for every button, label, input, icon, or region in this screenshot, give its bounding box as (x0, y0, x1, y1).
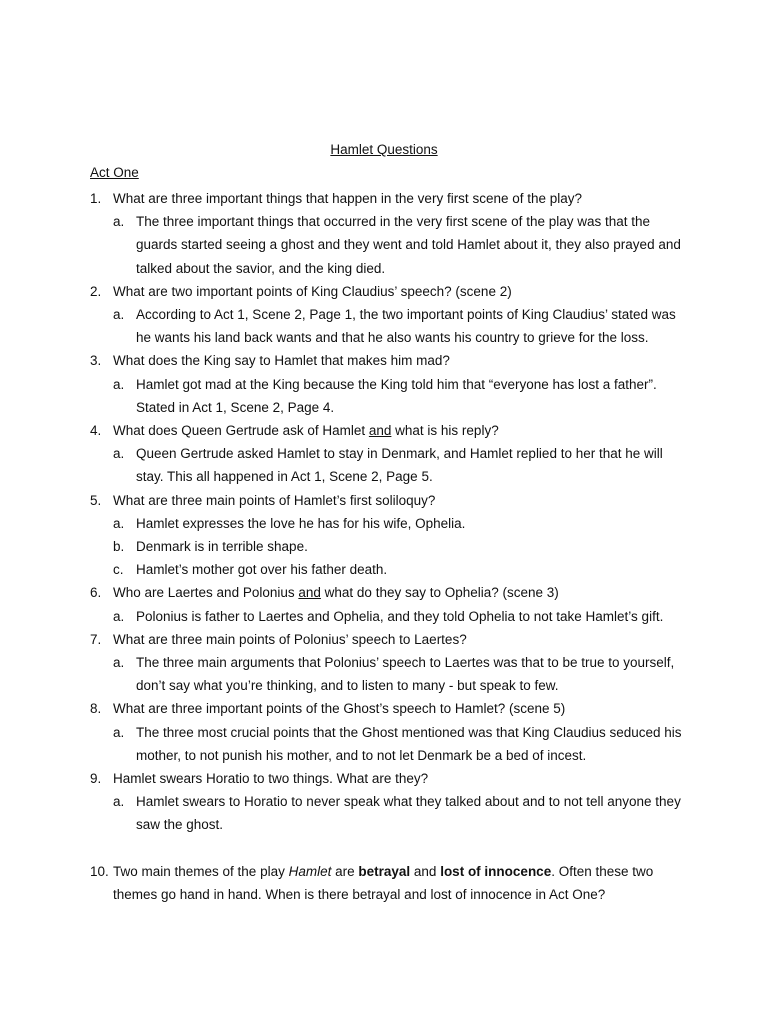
question-text: What are three main points of Polonius’ speech to Laertes? (113, 631, 467, 647)
question-item (90, 489, 690, 512)
question-number: 7. (90, 631, 102, 647)
answer-letter: a. (113, 608, 125, 624)
question-item (90, 280, 690, 303)
question-text: What are three important points of the Ghost’s speech to Hamlet? (scene 5) (113, 701, 566, 717)
theme-betrayal: betrayal (358, 863, 411, 879)
answer-item (90, 605, 690, 628)
question-text-part: Who are Laertes and Polonius (113, 585, 299, 601)
question-number: 6. (90, 585, 102, 601)
answer-item (90, 373, 690, 419)
answer-item (90, 721, 690, 767)
answer-item (90, 210, 690, 280)
play-title: Hamlet (288, 863, 332, 879)
answer-text: Denmark is in terrible shape. (136, 539, 308, 555)
answer-item (90, 790, 690, 836)
answer-letter: a. (113, 655, 125, 671)
answer-letter: a. (113, 794, 125, 810)
question-text-part: what is his reply? (391, 423, 499, 439)
answer-letter: c. (113, 562, 124, 578)
answer-text: Queen Gertrude asked Hamlet to stay in Denmark, and Hamlet replied to her that he will stay. This all happened in Act 1, Scene 2, Page 5. (136, 446, 663, 485)
question-text-part: . Often these two themes go hand in hand. When is there betrayal and lost of innocence in Act One? (113, 863, 654, 903)
answer-item (90, 303, 690, 349)
question-number: 3. (90, 353, 102, 369)
question-text: What are two important points of King Claudius’ speech? (scene 2) (113, 283, 512, 299)
answer-item (90, 651, 690, 697)
answer-item (90, 558, 690, 581)
answer-text: Hamlet swears to Horatio to never speak what they talked about and to not tell anyone they saw the ghost. (136, 794, 681, 833)
underlined-word: and (368, 423, 392, 439)
question-number: 2. (90, 283, 102, 299)
question-number: 10. (90, 863, 109, 879)
answer-letter: a. (113, 446, 125, 462)
theme-innocence: lost of innocence (440, 863, 552, 879)
question-text: Hamlet swears Horatio to two things. What are they? (113, 771, 429, 787)
question-number: 5. (90, 492, 102, 508)
question-text-part: what do they say to Ophelia? (scene 3) (320, 585, 559, 601)
question-text-part: What does Queen Gertrude ask of Hamlet (113, 423, 369, 439)
question-number: 1. (90, 191, 102, 206)
question-list (90, 187, 690, 906)
question-text: What does the King say to Hamlet that makes him mad? (113, 353, 450, 369)
answer-letter: a. (113, 214, 125, 230)
answer-text: Polonius is father to Laertes and Ophelia, and they told Ophelia to not take Hamlet’s gift. (136, 608, 664, 624)
question-text: What are three important things that happen in the very first scene of the play? (113, 191, 583, 206)
question-item (90, 419, 690, 442)
question-text (113, 423, 499, 438)
answer-text: According to Act 1, Scene 2, Page 1, the two important points of King Claudius’ stated was he wants his land back wants and that he also wants his country to grieve for the loss. (136, 307, 676, 346)
answer-text: Hamlet got mad at the King because the King told him that “everyone has lost a father”. Stated in Act 1, Scene 2, Page 4. (136, 376, 657, 415)
section-heading: Act One (90, 165, 139, 180)
answer-item (90, 442, 690, 488)
question-text-part: Two main themes of the play (113, 863, 289, 879)
question-item (90, 628, 690, 651)
answer-text: Hamlet expresses the love he has for his wife, Ophelia. (136, 515, 466, 531)
answer-letter: a. (113, 376, 125, 392)
question-text (113, 585, 559, 600)
answer-item (90, 535, 690, 558)
answer-letter: a. (113, 724, 125, 740)
question-number: 4. (90, 423, 102, 439)
underlined-word: and (298, 585, 321, 601)
answer-text: The three important things that occurred in the very first scene of the play was that the guards started seeing a ghost and they went and told Hamlet about it, they also prayed and talked about the savior, and the king died. (136, 214, 681, 276)
answer-text: The three most crucial points that the Ghost mentioned was that King Claudius seduced his mother, to not punish his mother, and to not let Denmark be a bed of incest. (136, 724, 682, 763)
answer-item (90, 512, 690, 535)
question-text (113, 864, 653, 902)
question-text: What are three main points of Hamlet’s first soliloquy? (113, 492, 436, 508)
question-item (90, 581, 690, 604)
answer-letter: a. (113, 515, 125, 531)
question-number: 9. (90, 771, 102, 787)
answer-text: Hamlet’s mother got over his father death. (136, 562, 388, 578)
paragraph-spacer (90, 837, 690, 860)
question-item (90, 767, 690, 790)
question-text-part: and (410, 863, 441, 879)
question-number: 8. (90, 701, 102, 717)
answer-text: The three main arguments that Polonius’ speech to Laertes was that to be true to yourself, don’t say what you’re thinking, and to listen to many - but speak to few. (136, 655, 675, 694)
question-item (90, 187, 690, 210)
document-title: Hamlet Questions (330, 142, 438, 157)
question-text-part: are (331, 863, 359, 879)
question-item (90, 860, 690, 906)
answer-letter: b. (113, 539, 125, 555)
question-item (90, 697, 690, 720)
question-item (90, 349, 690, 372)
answer-letter: a. (113, 307, 125, 323)
